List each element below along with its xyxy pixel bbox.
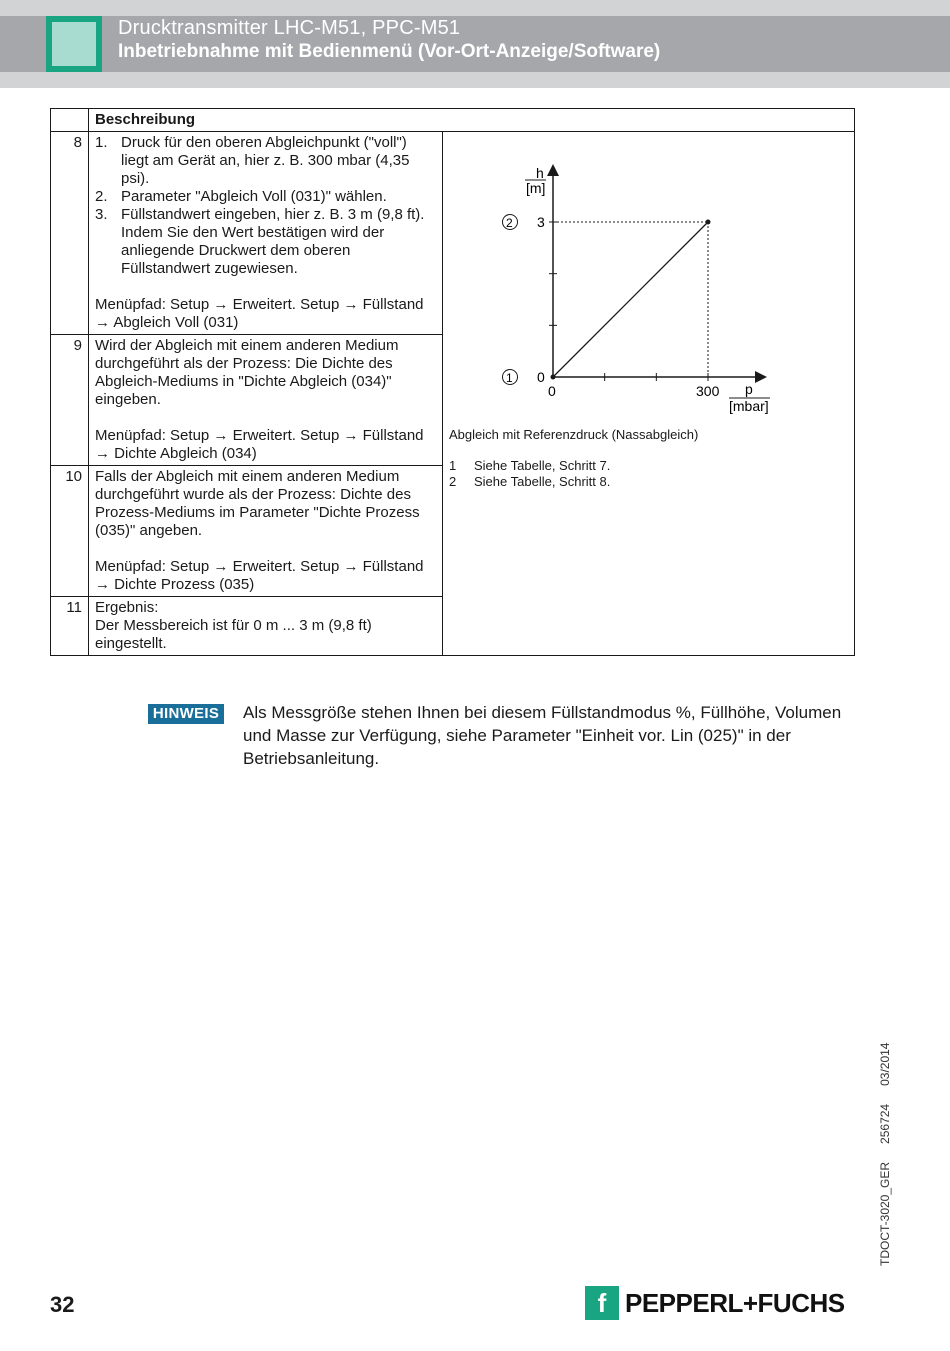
marker-1-label: 1 <box>506 371 513 385</box>
y-axis-unit: [m] <box>526 180 546 196</box>
figure-caption: Abgleich mit Referenzdruck (Nassabgleich) <box>449 427 699 442</box>
document-code: TDOCT-3020_GER25672403/2014 <box>878 1042 892 1266</box>
brand-logo <box>585 1286 845 1320</box>
step-number: 8 <box>51 132 89 335</box>
legend-item: 2 Siehe Tabelle, Schritt 8. <box>449 474 611 489</box>
figure-legend <box>449 458 610 490</box>
header-title: Drucktransmitter LHC-M51, PPC-M51 <box>118 17 461 39</box>
header-subtitle: Inbetriebnahme mit Bedienmenü (Vor-Ort-Anzeige/Software) <box>118 41 661 62</box>
chapter-marker-icon <box>46 16 102 72</box>
step-number: 10 <box>51 466 89 597</box>
tick-label-x-zero: 0 <box>548 383 556 399</box>
calibration-line <box>553 222 708 377</box>
calibration-chart <box>443 132 848 422</box>
x-axis-label: p <box>745 381 753 397</box>
data-point-start <box>551 375 556 380</box>
brand-name: PEPPERL+FUCHS <box>625 1287 845 1318</box>
table-header-row <box>51 109 855 132</box>
menu-path: Menüpfad: Setup → Erweitert. Setup → Füllstand → Dichte Abgleich (034) <box>95 427 424 462</box>
steps-table <box>50 108 855 656</box>
data-point-end <box>706 220 711 225</box>
x-axis-unit: [mbar] <box>729 398 769 414</box>
tick-label-y-top: 3 <box>537 214 545 230</box>
page-number: 32 <box>50 1292 75 1317</box>
list-item: 3. Füllstandwert eingeben, hier z. B. 3 m (9,8 ft). Indem Sie den Wert bestätigen wird der anliegende Druckwert dem oberen Füllstandwert zugewiesen. <box>95 206 425 277</box>
step-description <box>89 132 443 335</box>
step-description: Falls der Abgleich mit einem anderen Medium durchgeführt wurde als der Prozess: Dichte des Prozess-Mediums im Parameter "Dichte Prozess (035)" angeben. Menüpfad: Setup → Erweitert. Setup → Füllstand → Dichte Prozess (035) <box>89 466 443 597</box>
brand-mark-icon: f <box>585 1286 619 1320</box>
figure-cell <box>443 132 855 656</box>
note-badge: HINWEIS <box>148 704 224 724</box>
y-axis-label: h <box>536 165 544 181</box>
table-row <box>51 132 855 335</box>
page-header <box>0 0 950 88</box>
menu-path: Menüpfad: Setup → Erweitert. Setup → Füllstand → Abgleich Voll (031) <box>95 296 424 331</box>
marker-2-label: 2 <box>506 216 513 230</box>
note-text: Als Messgröße stehen Ihnen bei diesem Füllstandmodus %, Füllhöhe, Volumen und Masse zur Verfügung, siehe Parameter "Einheit vor. Lin (025)" in der Betriebsanleitung. <box>243 703 842 768</box>
column-header: Beschreibung <box>89 109 855 132</box>
step-number: 9 <box>51 335 89 466</box>
step-number: 11 <box>51 597 89 656</box>
tick-label-y-zero: 0 <box>537 369 545 385</box>
step-description: Wird der Abgleich mit einem anderen Medium durchgeführt als der Prozess: Die Dichte des Abgleich-Mediums in "Dichte Abgleich (034)" eingeben. Menüpfad: Setup → Erweitert. Setup → Füllstand → Dichte Abgleich (034) <box>89 335 443 466</box>
step-description: Ergebnis: Der Messbereich ist für 0 m ... 3 m (9,8 ft) eingestellt. <box>89 597 443 656</box>
menu-path: Menüpfad: Setup → Erweitert. Setup → Füllstand → Dichte Prozess (035) <box>95 558 424 593</box>
list-item: 2. Parameter "Abgleich Voll (031)" wählen. <box>95 188 387 205</box>
list-item: 1. Druck für den oberen Abgleichpunkt ("voll") liegt am Gerät an, hier z. B. 300 mbar (4,35 psi). <box>95 134 410 187</box>
tick-label-x-end: 300 <box>696 383 720 399</box>
legend-item: 1 Siehe Tabelle, Schritt 7. <box>449 458 611 473</box>
